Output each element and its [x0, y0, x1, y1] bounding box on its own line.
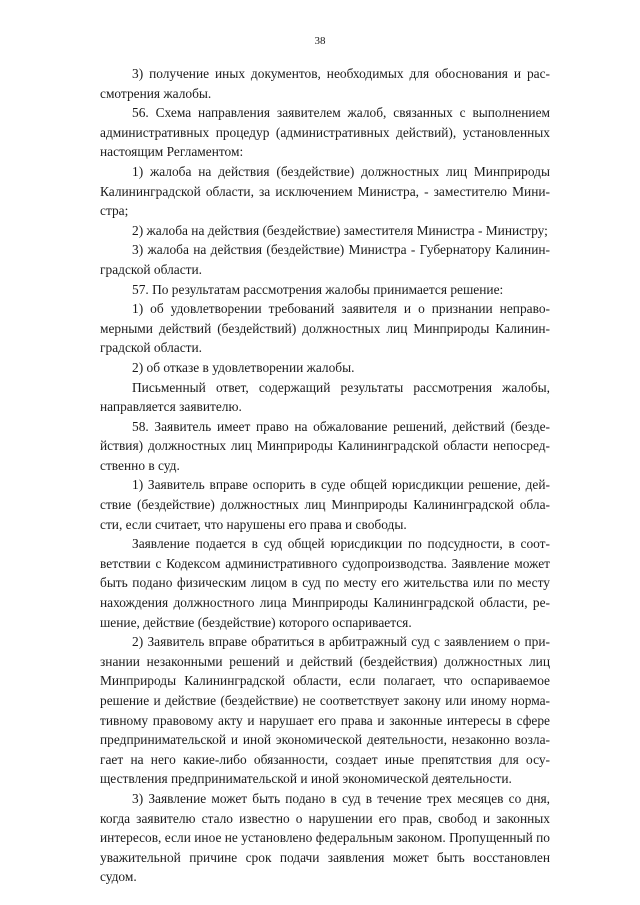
paragraph-58-item-3: 3) Заявление может быть подано в суд в течение трех месяцев со дня, когда заявителю стало известно о нарушении его прав, свобод и законных интересов, если иное не установлено федеральным законом. Пропущенный по уважительной причине срок подачи заявления может быть восстановлен судом.: [100, 790, 550, 885]
paragraph-57-decision: 57. По результатам рассмотрения жалобы принимается решение:: [132, 281, 504, 297]
paragraph-58-court-appeal: 58. Заявитель имеет право на обжалование решений, действий (бездействия) должностных лиц Минприроды Калининградской области непосредственно в суд.: [100, 418, 550, 473]
paragraph-56-complaint-scheme: 56. Схема направления заявителем жалоб, связанных с выполнением административных процедур (административных действий), установленных настоящим Регламентом:: [100, 105, 550, 160]
paragraph-57-item-1: 1) об удовлетворении требований заявителя и о признании неправомерными действий (бездействий) должностных лиц Минприроды Калининградской области.: [100, 301, 550, 356]
document-body: [100, 64, 550, 887]
page-number: 38: [314, 35, 326, 47]
paragraph-57-item-2: 2) об отказе в удовлетворении жалобы.: [132, 359, 355, 375]
paragraph-general-jurisdiction: Заявление подается в суд общей юрисдикции по подсудности, в соответствии с Кодексом административного судопроизводства. Заявление может быть подано физическим лицом в суд по месту его жительства или по месту нахождения должностного лица Минприроды Калининградской области, решение, действие (бездействие) которого оспаривается.: [100, 536, 550, 630]
paragraph-56-item-2: 2) жалоба на действия (бездействие) заместителя Министра - Министру;: [132, 222, 548, 238]
paragraph-written-answer: Письменный ответ, содержащий результаты рассмотрения жалобы, направляется заявителю.: [100, 379, 550, 415]
paragraph-item-3-other-documents: 3) получение иных документов, необходимых для обоснования и рассмотрения жалобы.: [100, 66, 550, 101]
paragraph-58-item-2: 2) Заявитель вправе обратиться в арбитражный суд с заявлением о признании незаконными решений и действий (бездействия) должностных лиц Минприроды Калининградской области, если полагает, что оспариваемое решение и действие (бездействие) не соответствует закону или иному нормативному правовому акту и нарушает его права и законные интересы в сфере предпринимательской и иной экономической деятельности, незаконно возлагает на него какие-либо обязанности, создает иные препятствия для осуществления предпринимательской и иной экономической деятельности.: [100, 634, 550, 787]
paragraph-56-item-1: 1) жалоба на действия (бездействие) должностных лиц Минприроды Калининградской области, за исключением Министра, - заместителю Министра;: [100, 163, 550, 219]
paragraph-58-item-1: 1) Заявитель вправе оспорить в суде общей юрисдикции решение, действие (бездействие) должностных лиц Минприроды Калининградской области, если считает, что нарушены его права и свободы.: [100, 477, 550, 532]
paragraph-56-item-3: 3) жалоба на действия (бездействие) Министра - Губернатору Калининградской области.: [100, 242, 550, 277]
